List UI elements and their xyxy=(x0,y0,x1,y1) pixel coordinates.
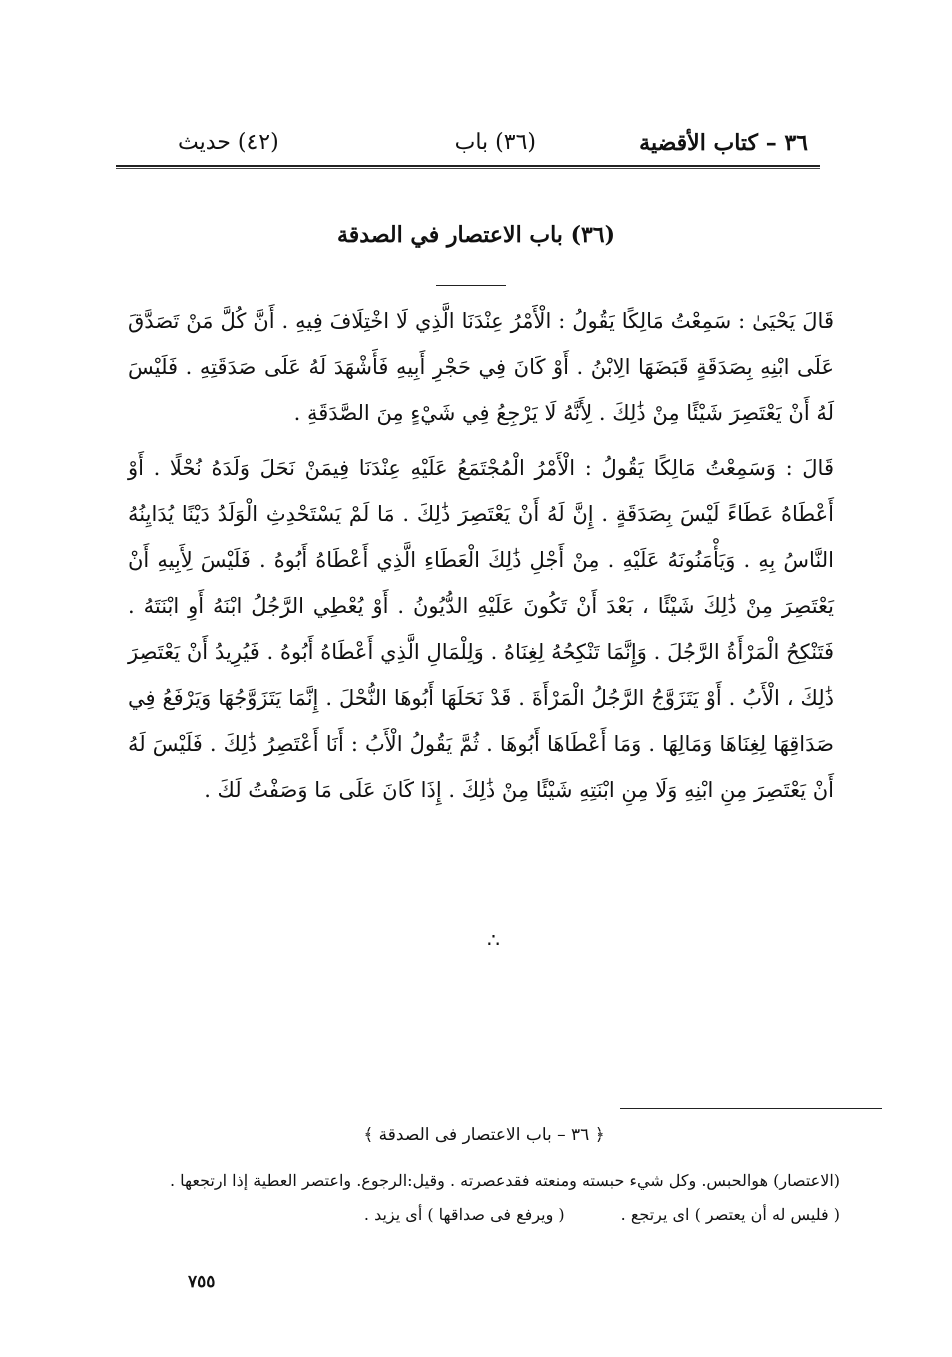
footnote-entry: ( ويرفع فى صداقها ) أى يزيد . xyxy=(363,1205,565,1224)
header-book-title: ٣٦ – كتاب الأقضية xyxy=(639,130,808,156)
footnote-divider xyxy=(620,1108,882,1109)
title-underline xyxy=(436,285,506,286)
footnote-title: ﴿ ٣٦ – باب الاعتصار فى الصدقة ﴾ xyxy=(363,1125,605,1145)
footnote-line xyxy=(128,1198,840,1232)
ornament-icon: ∴ xyxy=(487,928,501,952)
main-text xyxy=(128,298,834,822)
header-hadith: (٤٢) حديث xyxy=(178,130,279,155)
header-chapter: (٣٦) باب xyxy=(454,130,536,155)
running-header xyxy=(178,128,808,168)
header-divider xyxy=(116,165,820,169)
paragraph: قَالَ يَحْيَىٰ : سَمِعْتُ مَالِكًا يَقُولُ : الْأَمْرُ عِنْدَنَا الَّذِي لَا اخْتِلَافَ فِيهِ . أَنَّ كُلَّ مَنْ تَصَدَّقَ عَلَى ابْنِهِ بِصَدَقَةٍ قَبَضَهَا الِابْنُ . أَوْ كَانَ فِي حَجْرِ أَبِيهِ فَأَشْهَدَ لَهُ عَلَى صَدَقَتِهِ . فَلَيْسَ لَهُ أَنْ يَعْتَصِرَ شَيْئًا مِنْ ذَٰلِكَ . لِأَنَّهُ لَا يَرْجِعُ فِي شَيْءٍ مِنَ الصَّدَقَةِ . xyxy=(128,309,834,425)
footnotes xyxy=(128,1120,840,1232)
page-number: ٧٥٥ xyxy=(188,1272,216,1292)
footnote-entry: ( فليس له أن يعتصر ) اى يرتجع . xyxy=(620,1205,840,1224)
section-title: (٣٦) باب الاعتصار في الصدقة xyxy=(336,222,616,248)
paragraph: قَالَ : وَسَمِعْتُ مَالِكًا يَقُولُ : الْأَمْرُ الْمُجْتَمَعُ عَلَيْهِ عِنْدَنَا فِيمَنْ نَحَلَ وَلَدَهُ نُحْلًا . أَوْ أَعْطَاهُ عَطَاءً لَيْسَ بِصَدَقَةٍ . إِنَّ لَهُ أَنْ يَعْتَصِرَ ذَٰلِكَ . مَا لَمْ يَسْتَحْدِثِ الْوَلَدُ دَيْنًا يُدَايِنُهُ النَّاسُ بِهِ . وَيَأْمَنُونَهُ عَلَيْهِ . مِنْ أَجْلِ ذَٰلِكَ الْعَطَاءِ الَّذِي أَعْطَاهُ أَبُوهُ . فَلَيْسَ لِأَبِيهِ أَنْ يَعْتَصِرَ مِنْ ذَٰلِكَ شَيْئًا ، بَعْدَ أَنْ تَكُونَ عَلَيْهِ الدُّيُونُ . أَوْ يُعْطِي الرَّجُلُ ابْنَهُ أَوِ ابْنَتَهُ . فَتَنْكِحُ الْمَرْأَةُ الرَّجُلَ . وَإِنَّمَا تَنْكِحُهُ لِغِنَاهُ . وَلِلْمَالِ الَّذِي أَعْطَاهُ أَبُوهُ . فَيُرِيدُ أَنْ يَعْتَصِرَ ذَٰلِكَ ، الْأَبُ . أَوْ يَتَزَوَّجُ الرَّجُلُ الْمَرْأَةَ . قَدْ نَحَلَهَا أَبُوهَا النُّحْلَ . إِنَّمَا يَتَزَوَّجُهَا وَيَرْفَعُ فِي صَدَاقِهَا لِغِنَاهَا وَمَالِهَا . وَمَا أَعْطَاهَا أَبُوهَا . ثُمَّ يَقُولُ الْأَبُ : أَنَا أَعْتَصِرُ ذَٰلِكَ . فَلَيْسَ لَهُ أَنْ يَعْتَصِرَ مِنِ ابْنِهِ وَلَا مِنِ ابْنَتِهِ شَيْئًا مِنْ ذَٰلِكَ . إِذَا كَانَ عَلَى مَا وَصَفْتُ لَكَ . xyxy=(128,456,834,802)
footnote-line: (الاعتصار) هوالحبس. وكل شيء حبسته ومنعته فقدعصرته . وقيل:الرجوع. واعتصر العطية إذا ارتجعها . xyxy=(169,1171,840,1190)
